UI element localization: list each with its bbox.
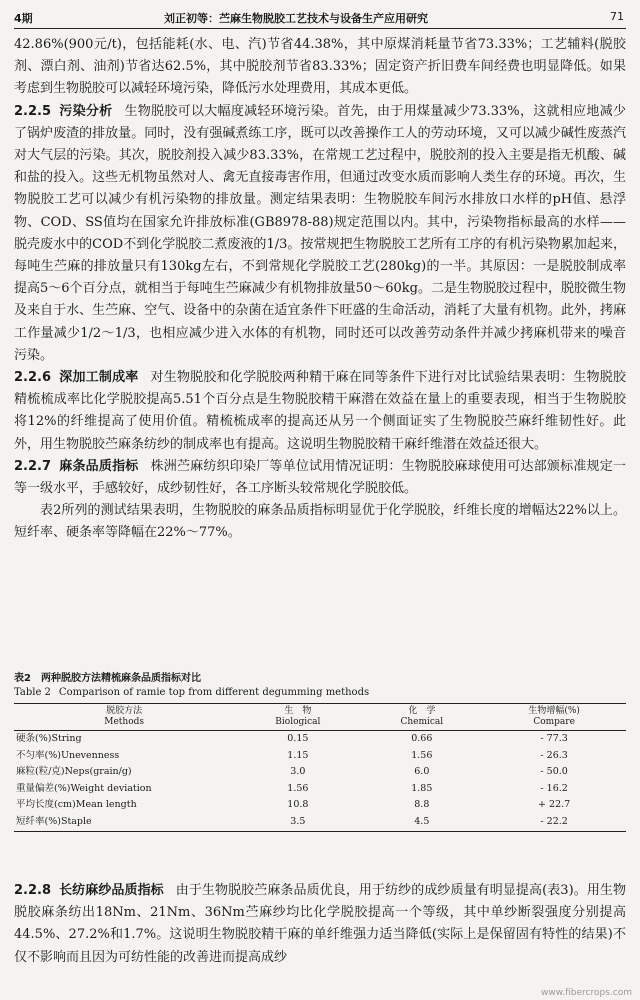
header-compare: 生物增幅(%) Compare xyxy=(528,706,580,727)
section-2-2-8 xyxy=(14,880,626,969)
section-title: 长纺麻纱品质指标 xyxy=(59,883,164,898)
row-chem: 8.8 xyxy=(414,799,430,811)
table-label-cn: 表2 xyxy=(14,673,31,684)
section-number: 2.2.8 xyxy=(14,883,52,898)
section-number: 2.2.7 xyxy=(14,458,52,474)
table-header-row xyxy=(14,704,626,731)
row-compare: + 22.7 xyxy=(538,799,571,811)
row-compare: - 77.3 xyxy=(540,733,568,744)
paragraph-cost: 42.86%(900元/t)，包括能耗(水、电、汽)节省44.38%，其中原煤消耗量节省73.33%；工艺辅料(脱胶剂、漂白剂、油剂)节省达62.5%，其中脱胶剂节省83.33%；固定资产折旧费车间经费也明显降低。如果考虑到生物脱胶可以减轻环境污染，降低污水处理费用，其成本更低。 xyxy=(14,37,626,97)
paragraph-table-reference: 表2所列的测试结果表明，生物脱胶的麻条品质指标明显优于化学脱胶，纤维长度的增幅达22%以上。短纤率、硬条率等降幅在22%～77%。 xyxy=(14,503,626,541)
row-item: 平均长度(cm)Mean length xyxy=(16,799,137,811)
section-text: 由于生物脱胶苎麻条品质优良，用于纺纱的成纱质量有明显提高(表3)。用生物脱胶麻条纺出18Nm、21Nm、36Nm苎麻纱均比化学脱胶提高一个等级，其中单纱断裂强度分别提高44.5%、27.2%和1.7%。这说明生物脱胶精干麻的单纤维强力适当降低(实际上是保留固有特性的结果)不仅不影响而且因为可纺性能的改善进而提高成纱 xyxy=(14,883,626,965)
header-biological: 生 物 Biological xyxy=(275,706,321,727)
row-chem: 1.56 xyxy=(411,749,433,761)
table-row xyxy=(14,797,626,814)
issue-number: 4期 xyxy=(14,12,33,25)
running-title: 刘正初等：苎麻生物脱胶工艺技术与设备生产应用研究 xyxy=(164,12,428,25)
row-item: 重量偏差(%)Weight deviation xyxy=(16,782,152,794)
main-text xyxy=(14,34,626,545)
row-compare: - 22.2 xyxy=(540,815,568,827)
row-bio: 10.8 xyxy=(287,799,309,811)
table-caption-en xyxy=(14,686,626,700)
table-row xyxy=(14,731,626,748)
table-caption-cn xyxy=(14,672,626,686)
row-item: 麻粒(粒/克)Neps(grain/g) xyxy=(16,766,132,778)
page-number: 71 xyxy=(610,10,624,23)
table-title-en: Comparison of ramie top from different degumming methods xyxy=(58,687,370,698)
table-row xyxy=(14,748,626,765)
table-row xyxy=(14,764,626,781)
header-methods: 脱胶方法 Methods xyxy=(104,706,145,727)
section-text: 生物脱胶可以大幅度减轻环境污染。首先，由于用煤量减少73.33%，这就相应地减少了锅炉废渣的排放量。同时，没有强碱煮练工序，既可以改善操作工人的劳动环境，又可以减少碱性废蒸汽对大气层的污染。其次，脱胶剂投入减少83.33%，在常规工艺过程中，脱胶剂的投入主要是指无机酸、碱和盐的投入。这些无机物虽然对人、禽无直接毒害作用，但通过改变水质而影响人类生存的环境。再次，生物脱胶工艺可以减少有机污染物的排放量。测定结果表明：生物脱胶车间污水排放口水样的pH值、悬浮物、COD、SS值均在国家允许排放标准(GB8978-88)规定范围以内。其中，污染物指标最高的水样——脱壳废水中的COD不到化学脱胶二煮废液的1/3。按常规把生物脱胶工艺所有工序的有机污染物累加起来，每吨生苎麻的排放量只有130kg左右，不到常规化学脱胶工艺(280kg)的一半。其原因：一是脱胶制成率提高5～6个百分点，就相当于每吨生苎麻减少有机物排放量50～60kg。二是生物脱胶过程中，脱胶微生物及来自于水、生苎麻、空气、设备中的杂菌在适宜条件下旺盛的生命活动，消耗了大量有机物。此外，拷麻工作量减少1/2～1/3，也相应减少进入水体的有机物，同时还可以改善劳动条件并减少拷麻机带来的噪音污染。 xyxy=(14,103,626,363)
table-2 xyxy=(14,672,626,832)
table-row xyxy=(14,814,626,831)
main-text-continued xyxy=(14,880,626,969)
section-title: 深加工制成率 xyxy=(59,370,139,386)
row-chem: 6.0 xyxy=(414,766,430,778)
row-item: 短纤率(%)Staple xyxy=(16,815,92,827)
section-2-2-6 xyxy=(14,367,626,456)
row-bio: 1.15 xyxy=(287,749,309,761)
data-table xyxy=(14,703,626,832)
row-bio: 0.15 xyxy=(287,733,309,744)
row-compare: - 50.0 xyxy=(540,766,568,778)
section-2-2-5 xyxy=(14,101,626,367)
section-title: 污染分析 xyxy=(59,103,113,119)
section-text: 株洲苎麻纺织印染厂等单位试用情况证明：生物脱胶麻球使用可达部颁标准规定一等一级水平，手感较好，成纱韧性好，各工序断头较常规化学脱胶低。 xyxy=(14,458,626,497)
watermark: www.fibercrops.com xyxy=(541,988,632,998)
table-row xyxy=(14,781,626,798)
table-label-en: Table 2 xyxy=(14,687,51,698)
row-bio: 3.5 xyxy=(290,815,306,827)
section-2-2-7 xyxy=(14,456,626,500)
section-number: 2.2.5 xyxy=(14,103,52,119)
row-bio: 1.56 xyxy=(287,782,309,794)
row-item: 硬条(%)String xyxy=(16,733,82,744)
row-chem: 4.5 xyxy=(414,815,430,827)
row-bio: 3.0 xyxy=(290,766,306,778)
section-number: 2.2.6 xyxy=(14,370,52,386)
row-item: 不匀率(%)Unevenness xyxy=(16,749,120,761)
running-header xyxy=(14,6,626,29)
table-title-cn: 两种脱胶方法精梳麻条品质指标对比 xyxy=(40,673,201,684)
row-chem: 0.66 xyxy=(411,733,433,744)
row-compare: - 26.3 xyxy=(540,749,568,761)
section-text: 对生物脱胶和化学脱胶两种精干麻在同等条件下进行对比试验结果表明：生物脱胶精梳梳成率比化学脱胶提高5.51个百分点是生物脱胶精干麻潜在效益在量上的重要表现，相当于生物脱胶将12%的纤维提高了使用价值。精梳梳成率的提高还从另一个侧面证实了生物脱胶苎麻纤维韧性好。此外，用生物脱胶苎麻条纺纱的制成率也有提高。这说明生物脱胶精干麻纤维潜在效益还很大。 xyxy=(14,370,626,452)
section-title: 麻条品质指标 xyxy=(59,458,139,474)
row-chem: 1.85 xyxy=(411,782,433,794)
row-compare: - 16.2 xyxy=(540,782,568,794)
header-chemical: 化 学 Chemical xyxy=(400,706,444,727)
